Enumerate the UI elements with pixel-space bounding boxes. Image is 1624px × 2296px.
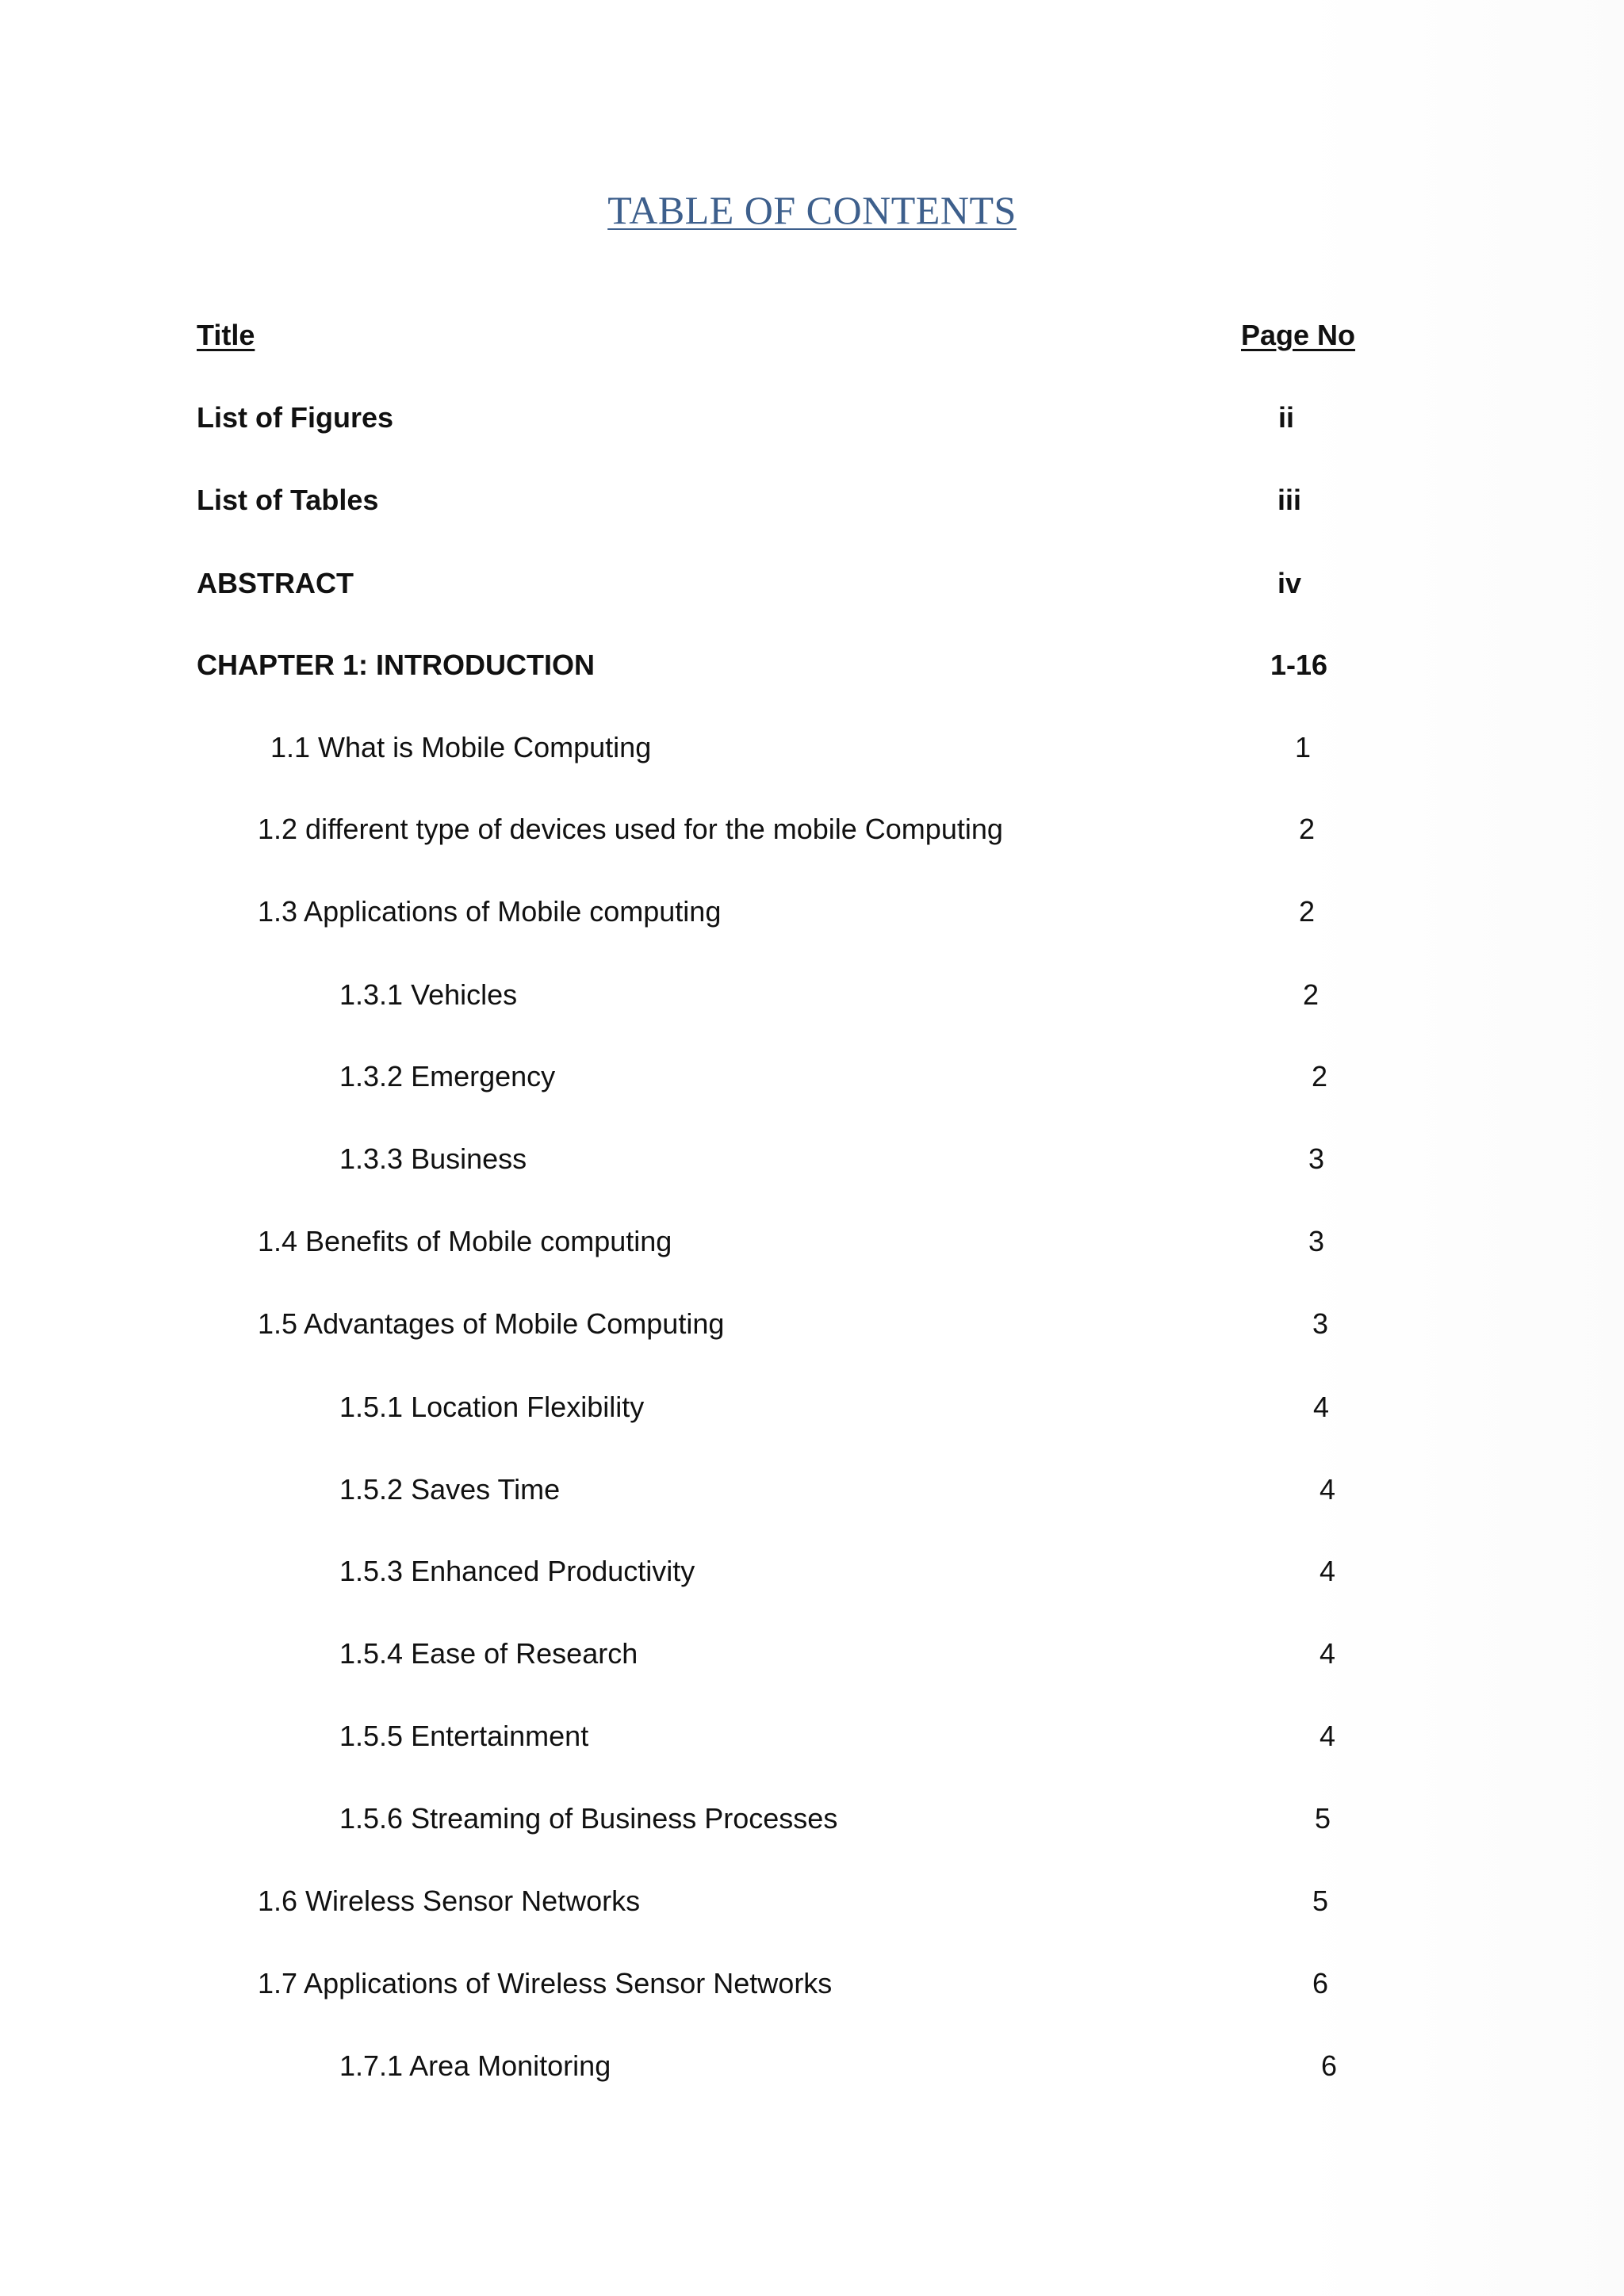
- toc-entry[interactable]: [0, 1877, 1624, 1925]
- toc-entry-label: 1.3.3 Business: [339, 1142, 527, 1175]
- toc-entry-page: 3: [1308, 1142, 1325, 1175]
- toc-entry-label: 1.4 Benefits of Mobile computing: [258, 1225, 672, 1257]
- toc-entry-page: 3: [1312, 1307, 1329, 1340]
- toc-entry-page: 3: [1308, 1225, 1325, 1257]
- toc-entry-page: ii: [1277, 401, 1294, 434]
- toc-entry-label: 1.5.2 Saves Time: [339, 1473, 561, 1506]
- toc-entry[interactable]: [0, 1630, 1624, 1678]
- toc-entry-page: 2: [1298, 895, 1316, 928]
- toc-header-row: [0, 312, 1624, 359]
- toc-entry-page: 4: [1319, 1637, 1336, 1670]
- toc-entry-label: 1.6 Wireless Sensor Networks: [258, 1885, 641, 1917]
- toc-entry-label: 1.3 Applications of Mobile computing: [258, 895, 722, 928]
- toc-entry[interactable]: [0, 1053, 1624, 1100]
- toc-entry[interactable]: [0, 1300, 1624, 1348]
- title-column-header: Title: [197, 319, 255, 351]
- toc-entry[interactable]: [0, 1218, 1624, 1265]
- toc-entry-label: 1.3.1 Vehicles: [339, 978, 518, 1011]
- toc-entry-page: 2: [1311, 1060, 1328, 1093]
- toc-entry-label: List of Tables: [197, 484, 379, 516]
- toc-entry[interactable]: [0, 1466, 1624, 1513]
- toc-entry[interactable]: [0, 1135, 1624, 1183]
- toc-entry-label: CHAPTER 1: INTRODUCTION: [197, 649, 595, 681]
- toc-entry[interactable]: [0, 971, 1624, 1019]
- toc-entry-page: 4: [1319, 1473, 1336, 1506]
- toc-entry-label: 1.2 different type of devices used for the mobile Computing: [258, 813, 1003, 845]
- toc-entry-label: 1.7.1 Area Monitoring: [339, 2049, 611, 2082]
- toc-entry-label: 1.1 What is Mobile Computing: [270, 731, 652, 763]
- toc-entry[interactable]: [0, 1795, 1624, 1843]
- page-column-header: Page No: [1241, 319, 1356, 351]
- toc-entry-label: 1.5.1 Location Flexibility: [339, 1391, 645, 1423]
- toc-entry-page: 4: [1319, 1720, 1336, 1752]
- toc-entry[interactable]: [0, 1548, 1624, 1595]
- toc-entry-page: 2: [1298, 813, 1316, 845]
- toc-entry[interactable]: [0, 476, 1624, 524]
- toc-entry[interactable]: [0, 2042, 1624, 2090]
- toc-entry-label: 1.5.5 Entertainment: [339, 1720, 589, 1752]
- page-title: TABLE OF CONTENTS: [607, 188, 1017, 232]
- toc-entry-label: 1.5 Advantages of Mobile Computing: [258, 1307, 725, 1340]
- toc-entry-page: 2: [1302, 978, 1320, 1011]
- toc-entry-page: 6: [1312, 1967, 1329, 1999]
- toc-entry-label: 1.7 Applications of Wireless Sensor Networks: [258, 1967, 833, 1999]
- toc-entry-label: 1.5.4 Ease of Research: [339, 1637, 638, 1670]
- toc-entry-label: 1.3.2 Emergency: [339, 1060, 556, 1093]
- toc-entry[interactable]: [0, 1960, 1624, 2007]
- toc-entry[interactable]: [0, 394, 1624, 442]
- toc-entry-label: ABSTRACT: [197, 567, 354, 599]
- toc-entry-label: List of Figures: [197, 401, 394, 434]
- toc-entry-label: 1.5.6 Streaming of Business Processes: [339, 1802, 838, 1835]
- toc-entry[interactable]: [0, 724, 1624, 771]
- toc-entry[interactable]: [0, 1712, 1624, 1760]
- toc-entry-page: 1-16: [1270, 649, 1328, 681]
- toc-entry[interactable]: [0, 641, 1624, 689]
- toc-entry-label: 1.5.3 Enhanced Productivity: [339, 1555, 695, 1587]
- toc-entry[interactable]: [0, 806, 1624, 853]
- toc-entry-page: iii: [1277, 484, 1301, 516]
- toc-entry[interactable]: [0, 1383, 1624, 1431]
- toc-entry-page: 5: [1312, 1885, 1329, 1917]
- toc-entry-page: iv: [1277, 567, 1302, 599]
- toc-entry-page: 5: [1314, 1802, 1331, 1835]
- toc-entry-page: 4: [1312, 1391, 1330, 1423]
- toc-entry-page: 6: [1320, 2049, 1338, 2082]
- toc-entry[interactable]: [0, 560, 1624, 607]
- toc-entry[interactable]: [0, 888, 1624, 936]
- toc-entry-page: 4: [1319, 1555, 1336, 1587]
- toc-entry-page: 1: [1294, 731, 1312, 763]
